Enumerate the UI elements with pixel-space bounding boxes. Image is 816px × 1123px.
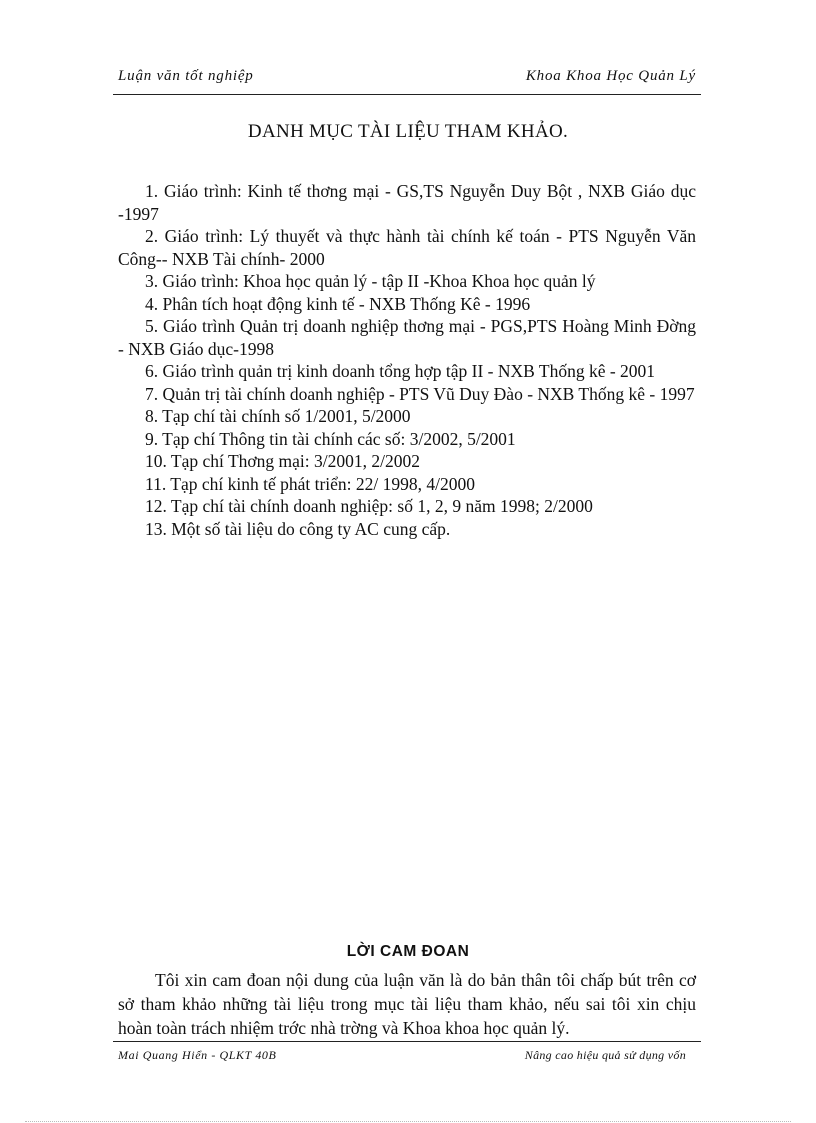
reference-item: 5. Giáo trình Quản trị doanh nghiệp thơng mại - PGS,PTS Hoàng Minh Đờng - NXB Giáo dục-1998 [118,316,696,359]
reference-item: 4. Phân tích hoạt động kinh tế - NXB Thống Kê - 1996 [145,293,531,314]
reference-list [118,180,696,540]
reference-item: 12. Tạp chí tài chính doanh nghiệp: số 1, 2, 9 năm 1998; 2/2000 [145,496,593,516]
reference-item: 10. Tạp chí Thơng mại: 3/2001, 2/2002 [145,451,420,471]
page-title: DANH MỤC TÀI LIỆU THAM KHẢO. [247,121,569,142]
reference-item: 6. Giáo trình quản trị kinh doanh tổng hợp tập II - NXB Thống kê - 2001 [145,361,656,381]
reference-item: 8. Tạp chí tài chính số 1/2001, 5/2000 [145,406,411,426]
footer-topic-label: Nâng cao hiệu quả sử dụng vốn [524,1048,686,1062]
header-thesis-label: Luận văn tốt nghiệp [118,68,254,84]
footer-author-label: Mai Quang Hiển - QLKT 40B [118,1048,277,1062]
reference-item: 7. Quản trị tài chính doanh nghiệp - PTS Vũ Duy Đào - NXB Thống kê - 1997 [145,383,695,404]
reference-item: 1. Giáo trình: Kinh tế thơng mại - GS,TS Nguyễn Duy Bột , NXB Giáo dục -1997 [118,181,696,224]
reference-item: 11. Tạp chí kinh tế phát triển: 22/ 1998, 4/2000 [145,473,476,494]
reference-item: 3. Giáo trình: Khoa học quản lý - tập II -Khoa Khoa học quản lý [145,271,596,291]
header-faculty-label: Khoa Khoa Học Quản Lý [525,68,696,84]
reference-item: 2. Giáo trình: Lý thuyết và thực hành tài chính kế toán - PTS Nguyễn Văn Công-- NXB Tài chính- 2000 [118,226,696,269]
page-bottom-border [25,1121,791,1122]
reference-item: 13. Một số tài liệu do công ty AC cung cấp. [145,518,451,539]
footer-divider [113,1041,701,1042]
header-divider [113,94,701,95]
declaration-text: Tôi xin cam đoan nội dung của luận văn là do bản thân tôi chấp bút trên cơ sở tham khảo những tài liệu trong mục tài liệu tham khảo, nếu sai tôi xin chịu hoàn toàn trách nhiệm trớc nhà trờng và Khoa khoa học quản lý. [118,970,696,1038]
declaration-title: LỜI CAM ĐOAN [346,943,470,960]
reference-item: 9. Tạp chí Thông tin tài chính các số: 3/2002, 5/2001 [145,428,516,449]
